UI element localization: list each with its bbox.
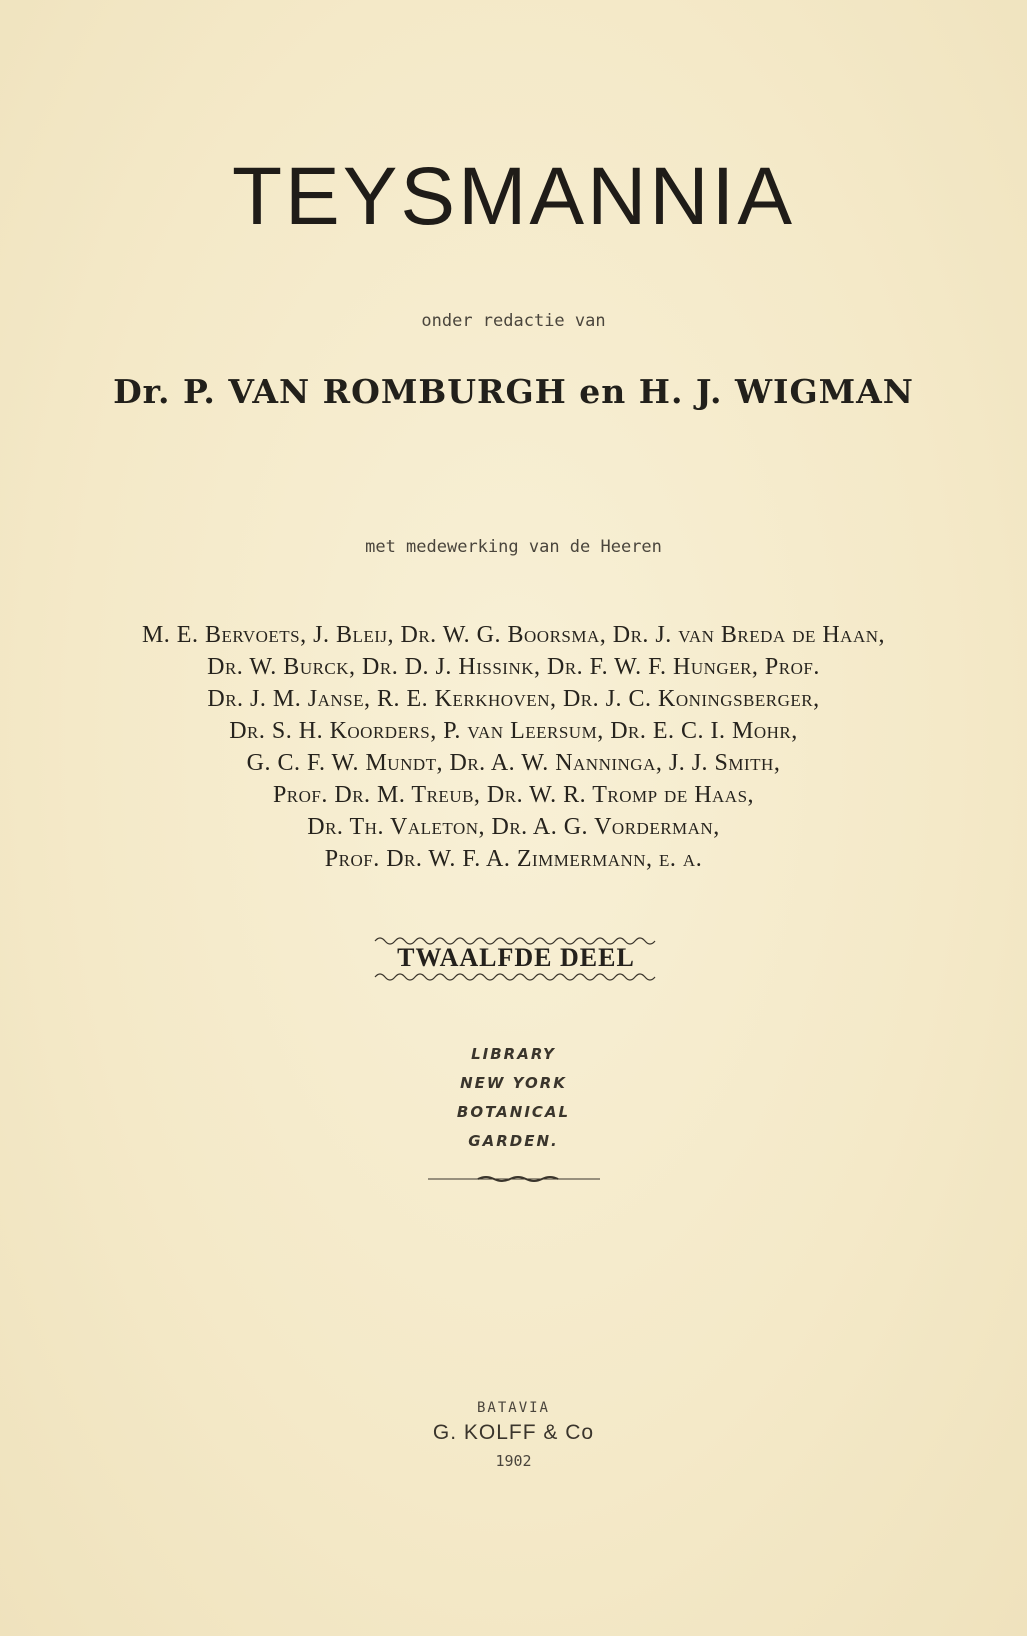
contributor-line-5: G. C. F. W. Mundt, Dr. A. W. Nanninga, J. J. Smith, <box>246 750 781 776</box>
contributor-line-7: Dr. Th. Valeton, Dr. A. G. Vorderman, <box>307 814 720 840</box>
publication-place: BATAVIA <box>476 1400 550 1416</box>
journal-title: TEYSMANNIA <box>231 151 796 242</box>
library-stamp-line-4: GARDEN. <box>468 1132 559 1150</box>
library-stamp-line-1: LIBRARY <box>471 1045 556 1063</box>
contributor-line-1: M. E. Bervoets, J. Bleij, Dr. W. G. Boorsma, Dr. J. van Breda de Haan, <box>141 622 886 648</box>
contributor-line-4: Dr. S. H. Koorders, P. van Leersum, Dr. E. C. I. Mohr, <box>229 718 798 744</box>
contributor-line-2: Dr. W. Burck, Dr. D. J. Hissink, Dr. F. W. F. Hunger, Prof. <box>207 654 820 680</box>
library-stamp-line-2: NEW YORK <box>460 1074 567 1092</box>
decorative-rule <box>428 1174 600 1184</box>
contributor-line-6: Prof. Dr. M. Treub, Dr. W. R. Tromp de Haas, <box>272 782 755 808</box>
volume-label-frame <box>373 932 659 982</box>
editorial-note: onder redactie van <box>421 311 606 331</box>
publisher-name: G. KOLFF & Co <box>432 1421 595 1444</box>
cooperation-note: met medewerking van de Heeren <box>365 537 662 557</box>
volume-label: TWAALFDE DEEL <box>397 943 635 972</box>
contributor-line-3: Dr. J. M. Janse, R. E. Kerkhoven, Dr. J. C. Koningsberger, <box>207 686 820 712</box>
publication-year: 1902 <box>495 1452 532 1470</box>
contributor-line-8: Prof. Dr. W. F. A. Zimmermann, e. a. <box>324 846 703 872</box>
editors-line: Dr. P. VAN ROMBURGH en H. J. WIGMAN <box>113 372 914 411</box>
library-stamp-line-3: BOTANICAL <box>456 1103 571 1121</box>
